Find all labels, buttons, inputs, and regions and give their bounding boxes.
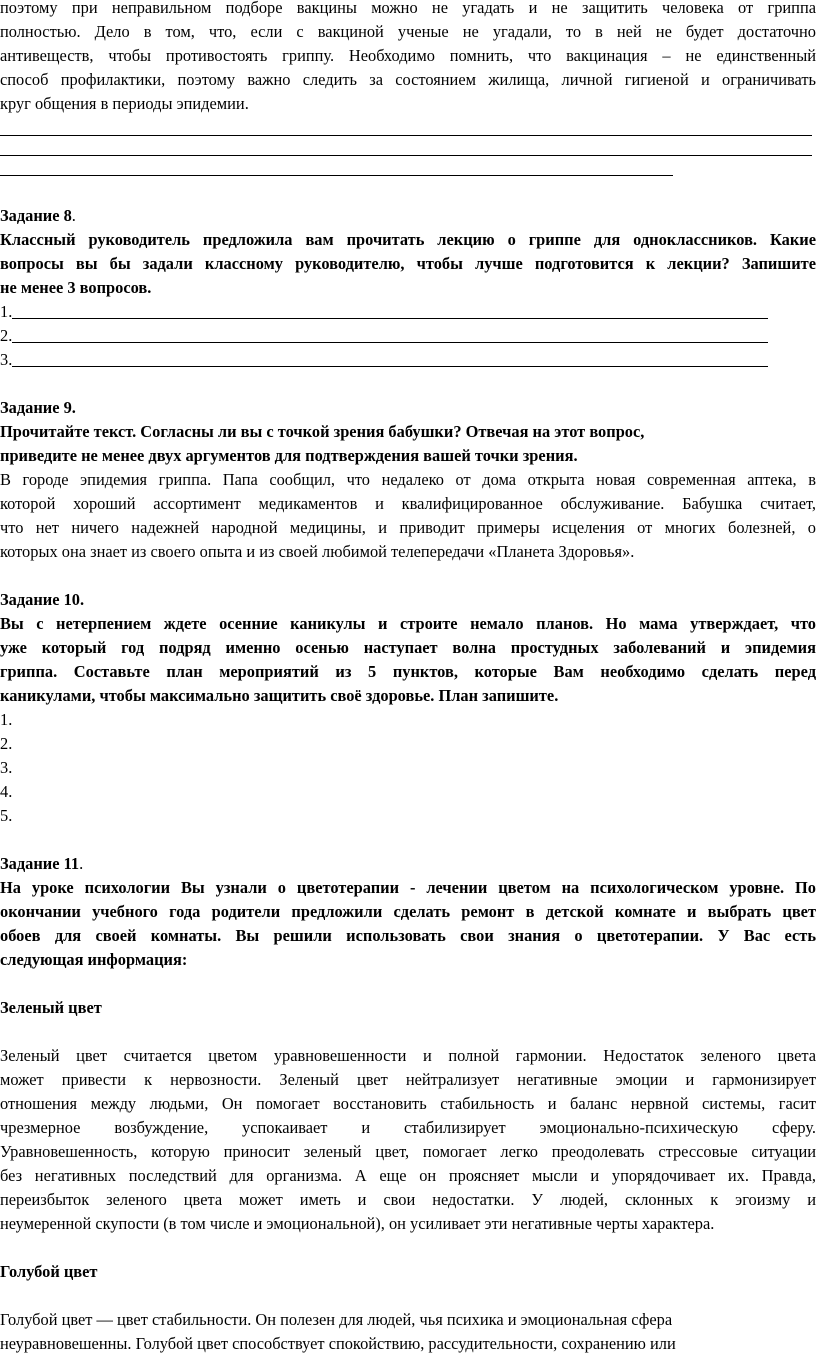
text-line: неуравновешенны. Голубой цвет способствует спокойствию, рассудительности, сохранению или bbox=[0, 1334, 676, 1353]
text-line: антивеществ, чтобы противостоять гриппу. Необходимо помнить, что вакцинация – не единственный bbox=[0, 46, 816, 65]
plan-item-1[interactable]: 1. bbox=[0, 710, 13, 729]
task-question-line: каникулами, чтобы максимально защитить своё здоровье. План запишите. bbox=[0, 686, 559, 705]
answer-rule[interactable] bbox=[0, 160, 816, 180]
task-question-line: Классный руководитель предложила вам прочитать лекцию о гриппе для одноклассников. Какие bbox=[0, 230, 816, 249]
task-heading: Задание 9. bbox=[0, 398, 76, 417]
text-line: что нет ничего надежней народной медицины, и приводит примеры исцеления от многих болезней, о bbox=[0, 518, 816, 537]
task-question-line: следующая информация: bbox=[0, 950, 188, 969]
text-line: без негативных последствий для организма. А еще он проясняет мысли и упорядочивает их. Правда, bbox=[0, 1166, 816, 1185]
text-line: способ профилактики, поэтому важно следить за состоянием жилища, личной гигиеной и ограничивать bbox=[0, 70, 816, 89]
task-heading: Задание 8. bbox=[0, 206, 76, 225]
task-question-line: гриппа. Составьте план мероприятий из 5 пунктов, которые Вам необходимо сделать перед bbox=[0, 662, 816, 681]
task-question-line: окончании учебного года родители предложили сделать ремонт в детской комнате и выбрать цвет bbox=[0, 902, 816, 921]
answer-rule[interactable] bbox=[0, 116, 816, 140]
task-question-line: вопросы вы бы задали классному руководителю, чтобы лучше подготовится к лекции? Запишите bbox=[0, 254, 816, 273]
task-10 bbox=[0, 588, 816, 828]
task-heading: Задание 10. bbox=[0, 590, 85, 609]
text-line: которых она знает из своего опыта и из своей любимой телепередачи «Планета Здоровья». bbox=[0, 542, 635, 561]
answer-rule[interactable] bbox=[0, 140, 816, 160]
task-heading: Задание 11. bbox=[0, 854, 84, 873]
text-line: круг общения в периоды эпидемии. bbox=[0, 94, 249, 113]
plan-item-2[interactable]: 2. bbox=[0, 734, 13, 753]
answer-line-1[interactable]: 1. bbox=[0, 300, 816, 324]
answer-line-3[interactable]: 3. bbox=[0, 348, 816, 372]
text-line: отношения между людьми, Он помогает восстановить стабильность и баланс нервной системы, гасит bbox=[0, 1094, 816, 1113]
plan-item-4[interactable]: 4. bbox=[0, 782, 13, 801]
text-line: В городе эпидемия гриппа. Папа сообщил, что недалеко от дома открыта новая современная аптека, в bbox=[0, 470, 816, 489]
task-question-line: уже который год подряд именно осенью наступает волна простудных заболеваний и эпидемия bbox=[0, 638, 816, 657]
task-question-line: не менее 3 вопросов. bbox=[0, 278, 152, 297]
text-line: неумеренной скупости (в том числе и эмоциональной), он усиливает эти негативные черты характера. bbox=[0, 1214, 715, 1233]
answer-line-2[interactable]: 2. bbox=[0, 324, 816, 348]
plan-item-3[interactable]: 3. bbox=[0, 758, 13, 777]
text-line: Уравновешенность, которую приносит зеленый цвет, помогает легко преодолевать стрессовые ситуации bbox=[0, 1142, 816, 1161]
task-question-line: обоев для своей комнаты. Вы решили использовать свои знания о цветотерапии. У Вас есть bbox=[0, 926, 816, 945]
task-question-line: приведите не менее двух аргументов для подтверждения вашей точки зрения. bbox=[0, 446, 578, 465]
task-11 bbox=[0, 852, 816, 1356]
task-question-line: Прочитайте текст. Согласны ли вы с точкой зрения бабушки? Отвечая на этот вопрос, bbox=[0, 422, 645, 441]
plan-item-5[interactable]: 5. bbox=[0, 806, 13, 825]
text-line: чрезмерное возбуждение, успокаивает и стабилизирует эмоционально-психическую сферу. bbox=[0, 1118, 816, 1137]
task-question-line: На уроке психологии Вы узнали о цветотерапии - лечении цветом на психологическом уровне. По bbox=[0, 878, 816, 897]
text-line: Голубой цвет — цвет стабильности. Он полезен для людей, чья психика и эмоциональная сфера bbox=[0, 1310, 673, 1329]
text-line: полностью. Дело в том, что, если с вакциной ученые не угадали, то в ней не будет достаточно bbox=[0, 22, 816, 41]
section-title-green: Зеленый цвет bbox=[0, 998, 102, 1017]
text-line: которой хороший ассортимент медикаментов и квалифицированное обслуживание. Бабушка считает, bbox=[0, 494, 816, 513]
task-question-line: Вы с нетерпением ждете осенние каникулы и строите немало планов. Но мама утверждает, что bbox=[0, 614, 816, 633]
text-line: поэтому при неправильном подборе вакцины можно не угадать и не защитить человека от гриппа bbox=[0, 0, 816, 17]
section-title-blue: Голубой цвет bbox=[0, 1262, 98, 1281]
text-line: Зеленый цвет считается цветом уравновешенности и полной гармонии. Недостаток зеленого цвета bbox=[0, 1046, 816, 1065]
text-line: может привести к нервозности. Зеленый цвет нейтрализует негативные эмоции и гармонизирует bbox=[0, 1070, 816, 1089]
task-9 bbox=[0, 396, 816, 564]
text-line: переизбыток зеленого цвета может иметь и свои недостатки. У людей, склонных к эгоизму и bbox=[0, 1190, 816, 1209]
task-8 bbox=[0, 204, 816, 372]
intro-paragraph bbox=[0, 0, 816, 116]
